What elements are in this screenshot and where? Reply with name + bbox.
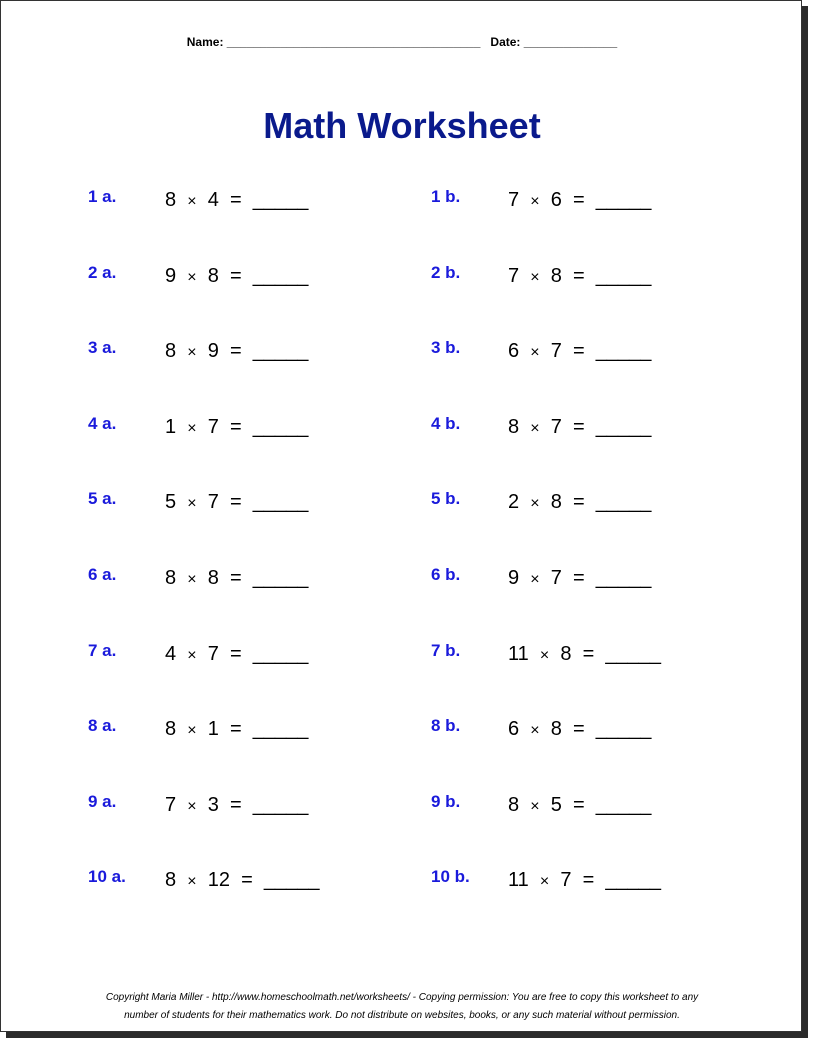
multiply-sign: ×	[530, 344, 540, 361]
name-date-line	[1, 35, 803, 49]
multiply-sign: ×	[530, 798, 540, 815]
equals-sign: =	[229, 340, 242, 362]
equals-sign: =	[572, 189, 585, 211]
problem-label: 7 a.	[88, 641, 117, 660]
left-operand: 8	[165, 869, 177, 891]
problem-expression	[508, 567, 651, 590]
problem-expression	[508, 794, 651, 817]
right-operand: 8	[550, 265, 562, 287]
problem-label: 7 b.	[431, 641, 461, 660]
problem-label: 9 a.	[88, 792, 117, 811]
equals-sign: =	[572, 491, 585, 513]
left-operand: 5	[165, 491, 177, 513]
problem-label: 10 b.	[431, 867, 470, 886]
equals-sign: =	[241, 869, 253, 891]
left-operand: 1	[165, 416, 177, 438]
right-operand: 9	[207, 340, 219, 362]
multiply-sign: ×	[187, 420, 197, 437]
answer-blank: _____	[595, 340, 652, 362]
left-operand: 11	[508, 869, 529, 891]
left-operand: 2	[508, 491, 520, 513]
equals-sign: =	[572, 567, 585, 589]
equals-sign: =	[229, 189, 242, 211]
answer-blank: _____	[605, 869, 662, 891]
date-blank: ______________	[523, 35, 618, 49]
problem-expression	[165, 718, 308, 741]
multiply-sign: ×	[187, 495, 197, 512]
equals-sign: =	[582, 643, 595, 665]
answer-blank: _____	[252, 643, 309, 665]
left-operand: 8	[508, 794, 520, 816]
multiply-sign: ×	[539, 647, 550, 664]
equals-sign: =	[572, 718, 585, 740]
problem-label: 6 a.	[88, 565, 117, 584]
answer-blank: _____	[252, 491, 309, 513]
right-operand: 5	[550, 794, 562, 816]
date-label: Date:	[490, 35, 521, 49]
right-operand: 7	[560, 869, 572, 891]
multiply-sign: ×	[187, 647, 197, 664]
problem-expression	[508, 491, 651, 514]
answer-blank: _____	[595, 189, 652, 211]
answer-blank: _____	[595, 491, 652, 513]
right-operand: 8	[207, 265, 219, 287]
multiply-sign: ×	[539, 873, 550, 890]
right-operand: 12	[207, 869, 230, 891]
problem-expression	[508, 416, 651, 439]
problem-expression	[165, 491, 308, 514]
answer-blank: _____	[252, 340, 309, 362]
answer-blank: _____	[595, 265, 652, 287]
left-operand: 7	[508, 265, 520, 287]
footer-line-1: Copyright Maria Miller - http://www.homeschoolmath.net/worksheets/ - Copying permission: You are free to copy this worksheet to any	[105, 992, 699, 1003]
problem-expression	[165, 416, 308, 439]
problem-label: 6 b.	[431, 565, 461, 584]
right-operand: 8	[207, 567, 219, 589]
multiply-sign: ×	[187, 798, 197, 815]
equals-sign: =	[229, 643, 242, 665]
equals-sign: =	[572, 265, 585, 287]
problem-expression	[508, 265, 651, 288]
answer-blank: _____	[263, 869, 320, 891]
equals-sign: =	[572, 340, 585, 362]
problem-label: 1 b.	[431, 187, 461, 206]
answer-blank: _____	[252, 189, 309, 211]
page-shadow-right	[802, 6, 808, 1038]
answer-blank: _____	[252, 567, 309, 589]
answer-blank: _____	[595, 567, 652, 589]
left-operand: 7	[508, 189, 520, 211]
left-operand: 9	[165, 265, 177, 287]
equals-sign: =	[229, 491, 242, 513]
left-operand: 7	[165, 794, 177, 816]
multiply-sign: ×	[530, 269, 540, 286]
equals-sign: =	[229, 416, 242, 438]
problem-expression	[165, 869, 320, 892]
answer-blank: _____	[252, 718, 309, 740]
problem-label: 10 a.	[88, 867, 126, 886]
equals-sign: =	[229, 794, 242, 816]
multiply-sign: ×	[530, 722, 540, 739]
right-operand: 7	[207, 491, 219, 513]
footer-line-2: number of students for their mathematics work. Do not distribute on websites, books, or any such material without permission.	[124, 1010, 680, 1021]
problem-expression	[165, 265, 308, 288]
copyright-footer	[1, 989, 803, 1025]
right-operand: 6	[550, 189, 562, 211]
answer-blank: _____	[252, 416, 309, 438]
multiply-sign: ×	[187, 344, 197, 361]
multiply-sign: ×	[530, 571, 540, 588]
equals-sign: =	[229, 718, 242, 740]
answer-blank: _____	[252, 794, 309, 816]
problem-expression	[508, 643, 661, 666]
right-operand: 4	[207, 189, 219, 211]
answer-blank: _____	[595, 794, 652, 816]
problem-expression	[508, 189, 651, 212]
left-operand: 9	[508, 567, 520, 589]
right-operand: 7	[550, 416, 562, 438]
name-blank: ______________________________________	[226, 35, 481, 49]
answer-blank: _____	[595, 718, 652, 740]
right-operand: 7	[550, 567, 562, 589]
problem-label: 8 a.	[88, 716, 117, 735]
page-shadow-bottom	[6, 1032, 808, 1038]
problem-expression	[508, 340, 651, 363]
left-operand: 4	[165, 643, 177, 665]
left-operand: 6	[508, 718, 520, 740]
multiply-sign: ×	[187, 193, 197, 210]
equals-sign: =	[572, 416, 585, 438]
multiply-sign: ×	[187, 571, 197, 588]
problem-expression	[165, 567, 308, 590]
right-operand: 3	[207, 794, 219, 816]
multiply-sign: ×	[530, 193, 540, 210]
right-operand: 8	[550, 718, 562, 740]
left-operand: 8	[165, 718, 177, 740]
left-operand: 8	[508, 416, 520, 438]
name-label: Name:	[186, 35, 224, 49]
problem-expression	[165, 189, 308, 212]
right-operand: 7	[550, 340, 562, 362]
problem-expression	[165, 794, 308, 817]
right-operand: 7	[207, 416, 219, 438]
problem-label: 2 a.	[88, 263, 117, 282]
left-operand: 6	[508, 340, 520, 362]
problem-label: 4 a.	[88, 414, 117, 433]
multiply-sign: ×	[187, 269, 197, 286]
problem-expression	[165, 643, 308, 666]
multiply-sign: ×	[187, 873, 197, 890]
answer-blank: _____	[595, 416, 652, 438]
left-operand: 8	[165, 189, 177, 211]
answer-blank: _____	[252, 265, 309, 287]
equals-sign: =	[582, 869, 595, 891]
right-operand: 8	[560, 643, 572, 665]
answer-blank: _____	[605, 643, 662, 665]
problem-label: 2 b.	[431, 263, 461, 282]
right-operand: 7	[207, 643, 219, 665]
problem-expression	[165, 340, 308, 363]
problem-label: 5 a.	[88, 489, 117, 508]
problem-label: 8 b.	[431, 716, 461, 735]
multiply-sign: ×	[530, 495, 540, 512]
page-title: Math Worksheet	[263, 105, 541, 146]
equals-sign: =	[229, 265, 242, 287]
problem-expression	[508, 869, 661, 892]
multiply-sign: ×	[187, 722, 197, 739]
problem-label: 3 b.	[431, 338, 461, 357]
equals-sign: =	[572, 794, 585, 816]
left-operand: 8	[165, 567, 177, 589]
problem-expression	[508, 718, 651, 741]
multiply-sign: ×	[530, 420, 540, 437]
right-operand: 1	[207, 718, 219, 740]
problem-label: 1 a.	[88, 187, 117, 206]
left-operand: 8	[165, 340, 177, 362]
left-operand: 11	[508, 643, 529, 665]
problem-label: 5 b.	[431, 489, 461, 508]
problem-label: 3 a.	[88, 338, 117, 357]
right-operand: 8	[550, 491, 562, 513]
problem-label: 4 b.	[431, 414, 461, 433]
problem-label: 9 b.	[431, 792, 461, 811]
equals-sign: =	[229, 567, 242, 589]
